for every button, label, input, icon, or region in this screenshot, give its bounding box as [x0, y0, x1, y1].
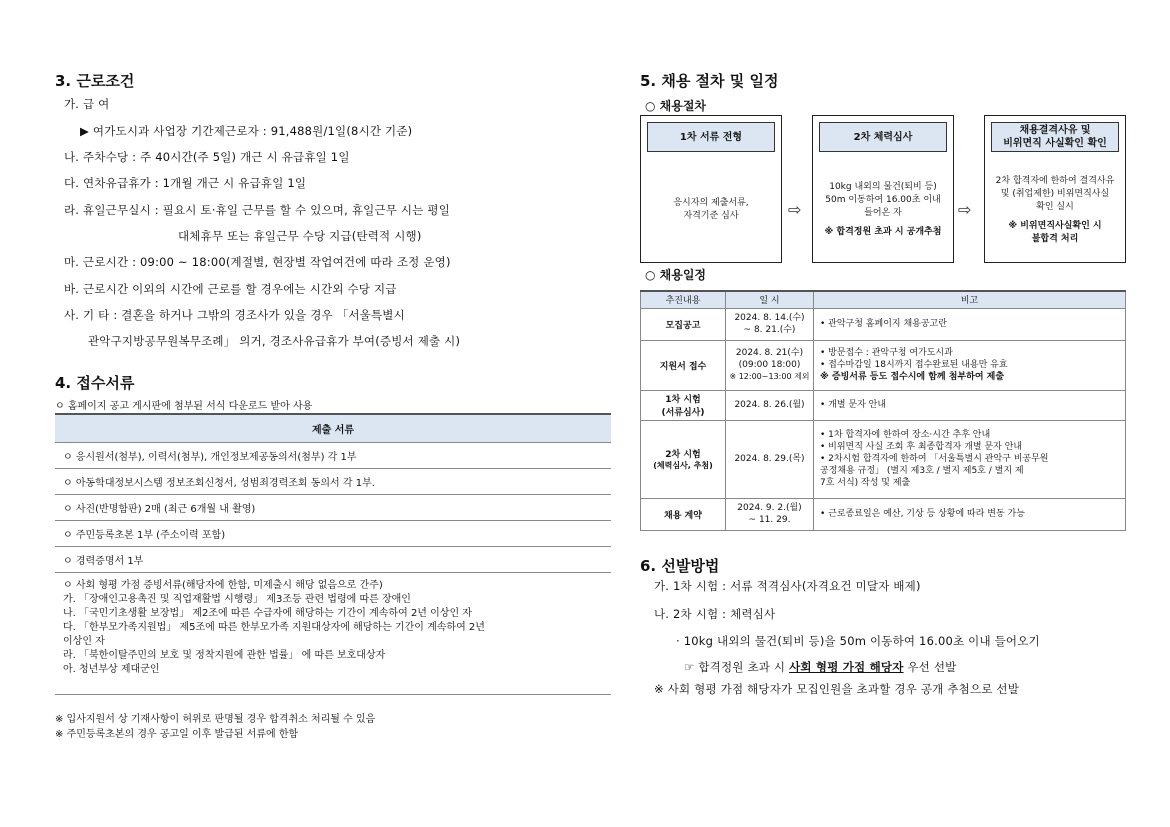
table-row: ㅇ 경력증명서 1부 [55, 547, 611, 573]
table-row [641, 340, 1126, 390]
step-3-note: ※ 비위면직사실확인 시 [1008, 220, 1102, 231]
item-line: (체력심사, 추첨) [653, 461, 713, 470]
note-line: • 2차시험 합격자에 한하여 「서울특별시 관악구 비공무원 [820, 454, 1049, 464]
schedule-date: 2024. 8. 29.(목) [726, 420, 814, 498]
list-item: 이상인 자 [63, 636, 105, 647]
priority-highlight: 사회 형평 가점 해당자 [789, 660, 904, 674]
other-2: 관악구지방공무원복무조례」 의거, 경조사유급휴가 부여(증빙서 제출 시) [88, 334, 461, 348]
date-line: 2024. 8. 14.(수) [734, 313, 805, 323]
note-line: • 관악구청 홈페이지 채용공고란 [820, 319, 947, 329]
list-item: 라. 「북한이탈주민의 보호 및 정착지원에 관한 법률」 에 따른 보호대상자 [63, 650, 386, 661]
holiday-work-1: 라. 휴일근무실시 : 필요시 토·휴일 근무를 할 수 있으며, 휴일근무 시는 평일 [64, 203, 451, 217]
schedule-date [726, 498, 814, 530]
other-1: 사. 기 타 : 결혼을 하거나 그밖의 경조사가 있을 경우 「서울특별시 [64, 308, 405, 322]
table-row: ㅇ 응시원서(첨부), 이력서(첨부), 개인정보제공동의서(첨부) 각 1부 [55, 443, 611, 469]
column-header: 추진내용 [641, 291, 726, 308]
table-header-row [641, 291, 1126, 308]
schedule-note [814, 308, 1126, 340]
annual-leave: 다. 연차유급휴가 : 1개월 개근 시 유급휴일 1일 [64, 176, 307, 190]
section-6-title: 6. 선발방법 [640, 557, 720, 575]
note-line: • 방문접수 : 관악구청 여가도시과 [820, 348, 953, 358]
schedule-item [641, 420, 726, 498]
table-row: ㅇ 아동학대정보시스템 정보조회신청서, 성범죄경력조회 동의서 각 1부. [55, 469, 611, 495]
list-item: 가. 「장애인고용촉진 및 직업재활법 시행령」 제3조등 관련 법령에 따른 장애인 [63, 594, 411, 605]
selection-fitness-detail: · 10kg 내외의 물건(퇴비 등)을 50m 이동하여 16.00초 이내 들어오기 [676, 634, 1040, 648]
step-3-header-line: 채용결격사유 및 [1019, 125, 1091, 136]
arrow-right-icon: ⇨ [788, 200, 802, 219]
table-row-social-equity [55, 573, 611, 695]
item-line: (서류심사) [661, 408, 705, 418]
table-row [641, 498, 1126, 530]
priority-text: ☞ 합격정원 초과 시 [684, 660, 790, 674]
holiday-work-2: 대체휴무 또는 휴일근무 수당 지급(탄력적 시행) [178, 229, 422, 243]
step-2-body [817, 164, 949, 256]
step-3-header-line: 비위면직 사실확인 확인 [1003, 138, 1107, 149]
item-line: 2차 시험 [665, 450, 701, 460]
date-line: ~ 8. 21.(수) [743, 325, 796, 335]
note-line: • 비위면직 사실 조회 후 최종합격자 개별 문자 안내 [820, 442, 1023, 452]
list-item: 나. 「국민기초생활 보장법」 제2조에 따른 수급자에 해당하는 기간이 계속하여 2년 이상인 자 [63, 608, 472, 619]
arrow-right-icon: ⇨ [958, 200, 972, 219]
selection-second: 나. 2차 시험 : 체력심사 [654, 607, 776, 621]
date-line: (09:00 18:00) [738, 360, 801, 370]
schedule-note: • 개별 문자 안내 [814, 390, 1126, 420]
column-header: 비고 [814, 291, 1126, 308]
selection-lottery-note: ※ 사회 형평 가점 해당자가 모집인원을 초과할 경우 공개 추첨으로 선발 [654, 682, 1020, 696]
procedure-label: ○ 채용절차 [645, 99, 707, 113]
procedure-step-2 [812, 115, 954, 263]
schedule-label: ○ 채용일정 [645, 268, 707, 282]
schedule-date: 2024. 8. 26.(월) [726, 390, 814, 420]
overtime: 바. 근로시간 이외의 시간에 근로를 할 경우에는 시간외 수당 지급 [64, 282, 397, 296]
table-row [641, 390, 1126, 420]
step-2-header: 2차 체력심사 [819, 122, 947, 152]
selection-priority [684, 659, 956, 675]
note-line: 공정채용 규정」 (별지 제3호 / 별지 제5호 / 별지 제 [820, 466, 1024, 476]
schedule-note [814, 420, 1126, 498]
section-3-title: 3. 근로조건 [55, 72, 135, 90]
note-line: 7호 서식) 작성 및 제출 [820, 478, 911, 488]
selection-first: 가. 1차 시험 : 서류 적격심사(자격요건 미달자 배제) [654, 579, 921, 593]
step-3-text: 및 (취업제한) 비위면직사실 [1000, 188, 1110, 199]
list-item: 다. 「한부모가족지원법」 제5조에 따른 한부모가족 지원대상자에 해당하는 기간이 계속하여 2년 [63, 622, 485, 633]
section-5-title: 5. 채용 절차 및 일정 [640, 72, 779, 90]
wage-item: 가. 급 여 [64, 97, 110, 111]
schedule-item: 모집공고 [641, 308, 726, 340]
wage-detail: ▶ 여가도시과 사업장 기간제근로자 : 91,488원/1일(8시간 기준) [80, 124, 413, 138]
step-1-body [645, 164, 777, 256]
schedule-note [814, 340, 1126, 390]
step-2-text: 10kg 내외의 물건(퇴비 등) [829, 182, 937, 192]
table-row [641, 308, 1126, 340]
working-hours: 마. 근로시간 : 09:00 ~ 18:00(계절별, 현장별 작업여건에 따라 조정 운영) [64, 255, 451, 269]
step-2-note: ※ 합격정원 초과 시 공개추첨 [824, 227, 942, 237]
schedule-table [640, 290, 1126, 531]
note-line: • 접수마감일 18시까지 접수완료된 내용만 유효 [820, 360, 1008, 370]
procedure-step-3 [984, 115, 1126, 263]
column-header: 일 시 [726, 291, 814, 308]
documents-table-header: 제출 서류 [55, 415, 611, 443]
schedule-item: 채용 계약 [641, 498, 726, 530]
note-line: • 1차 합격자에 한하여 장소·시간 추후 안내 [820, 430, 991, 440]
docs-intro: ㅇ 홈페이지 공고 게시판에 첨부된 서식 다운로드 받아 사용 [55, 401, 313, 412]
schedule-item [641, 390, 726, 420]
date-line: 2024. 8. 21(수) [735, 348, 804, 358]
schedule-date [726, 340, 814, 390]
list-item: ㅇ 사회 형평 가점 증빙서류(해당자에 한함, 미제출시 해당 없음으로 간주) [63, 580, 383, 591]
note-false-info: ※ 입사지원서 상 기재사항이 허위로 판명될 경우 합격취소 처리될 수 있음 [55, 714, 376, 725]
step-3-text: 2차 합격자에 한하여 결격사유 [995, 175, 1115, 186]
note-resident-register: ※ 주민등록초본의 경우 공고일 이후 발급된 서류에 한함 [55, 729, 299, 740]
date-line: ※ 12:00~13:00 제외 [729, 372, 810, 381]
step-2-text: 들어온 자 [864, 208, 902, 218]
table-row: ㅇ 주민등록초본 1부 (주소이력 포함) [55, 521, 611, 547]
table-row: ㅇ 사진(반명함판) 2매 (최근 6개월 내 촬영) [55, 495, 611, 521]
step-1-header: 1차 서류 전형 [647, 122, 775, 152]
item-line: 1차 시험 [665, 395, 701, 405]
step-3-body [989, 164, 1121, 256]
step-3-note: 불합격 처리 [1031, 233, 1079, 244]
documents-table [55, 413, 611, 695]
date-line: 2024. 9. 2.(월) [737, 503, 802, 513]
table-row [641, 420, 1126, 498]
procedure-step-1 [640, 115, 782, 263]
weekly-allowance: 나. 주차수당 : 주 40시간(주 5일) 개근 시 유급휴일 1일 [64, 150, 350, 164]
note-line: ※ 증빙서류 등도 접수시에 함께 첨부하여 제출 [820, 372, 1005, 382]
schedule-date [726, 308, 814, 340]
schedule-item: 지원서 접수 [641, 340, 726, 390]
schedule-note: • 근로종료일은 예산, 기상 등 상황에 따라 변동 가능 [814, 498, 1126, 530]
date-line: ~ 11. 29. [748, 515, 791, 525]
step-3-text: 확인 실시 [1036, 201, 1074, 212]
section-4-title: 4. 접수서류 [55, 374, 135, 392]
list-item: 아. 청년부상 제대군인 [63, 664, 160, 675]
step-1-text: 자격기준 심사 [683, 211, 739, 221]
priority-text: 우선 선발 [903, 660, 957, 674]
step-3-header [991, 122, 1119, 152]
step-2-text: 50m 이동하여 16.00초 이내 [825, 195, 941, 205]
step-1-text: 응시자의 제출서류, [673, 198, 749, 208]
